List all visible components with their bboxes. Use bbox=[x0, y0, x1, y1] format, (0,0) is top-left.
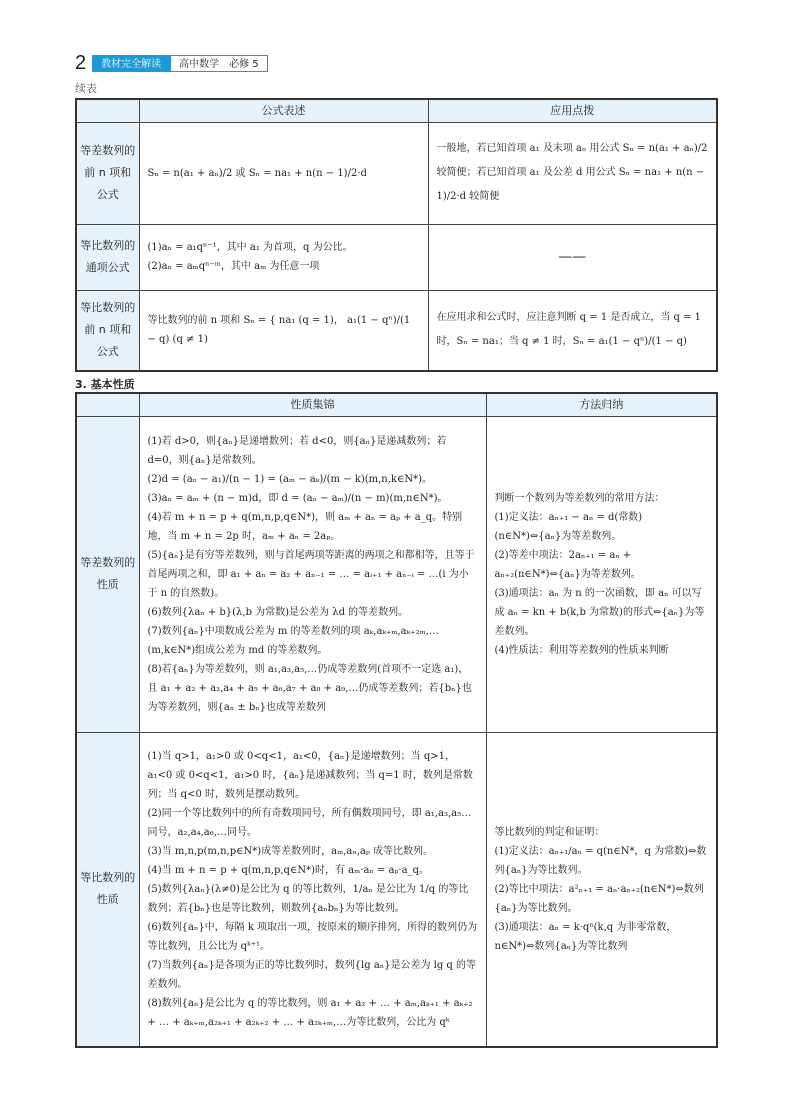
property-item: (3)aₙ = aₘ + (n − m)d，即 d = (aₙ − aₘ)/(n − m)(m,n∈N*)。 bbox=[147, 492, 448, 504]
method-item: 判断一个数列为等差数列的常用方法： bbox=[494, 492, 665, 504]
section-title: 3. 基本性质 bbox=[75, 378, 135, 391]
row-label: 等比数列的性质 bbox=[76, 732, 139, 1047]
property-item: (8)若{aₙ}为等差数列，则 a₁,a₃,a₅,…仍成等差数列(首项不一定选 a₁)，且 a₁ + a₂ + a₃,a₄ + a₅ + a₆,a₇ + a₈ + a₉,…仍成等差数列；若{bₙ}也为等差数列，则{aₙ ± bₙ}也成等差数列 bbox=[147, 663, 472, 713]
header-formula: 公式表述 bbox=[139, 99, 428, 122]
table-row bbox=[76, 416, 717, 732]
header-blank bbox=[76, 393, 139, 416]
formula-table bbox=[75, 98, 718, 372]
row-label: 等差数列的性质 bbox=[76, 416, 139, 732]
page-header bbox=[75, 52, 268, 75]
property-item: (8)数列{aₙ}是公比为 q 的等比数列，则 a₁ + a₂ + … + aₘ,aₖ₊₁ + aₖ₊₂ + … + aₖ₊ₘ,a₂ₖ₊₁ + a₂ₖ₊₂ + … + a₂ₖ₊ₘ,…为等比数列，公比为 qᵏ bbox=[147, 997, 473, 1028]
property-item: (4)若 m + n = p + q(m,n,p,q∈N*)，则 aₘ + aₙ = aₚ + a_q。特别地，当 m + n = 2p 时，aₘ + aₙ = 2aₚ。 bbox=[147, 511, 463, 542]
method-item: (2)等比中项法：a²ₙ₊₁ = aₙ·aₙ₊₂(n∈N*)⇔数列{aₙ}为等比数列。 bbox=[494, 883, 704, 914]
property-item: (1)当 q>1，a₁>0 或 0<q<1，a₁<0，{aₙ}是递增数列；当 q>1，a₁<0 或 0<q<1，a₁>0 时，{aₙ}是递减数列；当 q=1 时，数列是常数列；当 q<0 时，数列是摆动数列。 bbox=[147, 750, 473, 800]
table-row bbox=[76, 224, 717, 290]
header-properties: 性质集锦 bbox=[139, 393, 486, 416]
series-label: 教材完全解读 bbox=[92, 55, 170, 72]
method-item: (1)定义法：aₙ₊₁/aₙ = q(n∈N*，q 为常数)⇔数列{aₙ}为等比数列。 bbox=[494, 845, 707, 876]
property-item: (1)若 d>0，则{aₙ}是递增数列；若 d<0，则{aₙ}是递减数列；若 d=0，则{aₙ}是常数列。 bbox=[147, 435, 447, 466]
method-item: 等比数列的判定和证明： bbox=[494, 826, 605, 838]
row-label: 等差数列的前 n 项和公式 bbox=[76, 122, 139, 224]
property-item: (4)当 m + n = p + q(m,n,p,q∈N*)时，有 aₘ·aₙ = aₚ·a_q。 bbox=[147, 864, 429, 876]
property-item: (2)d = (aₙ − a₁)/(n − 1) = (aₘ − aₖ)/(m − k)(m,n,k∈N*)。 bbox=[147, 473, 433, 485]
method-item: (2)等差中项法：2aₙ₊₁ = aₙ + aₙ₊₂(n∈N*)⇔{aₙ}为等差数列。 bbox=[494, 549, 641, 580]
method-item: (3)通项法：aₙ 为 n 的一次函数，即 aₙ 可以写成 aₙ = kn + b(k,b 为常数)的形式⇔{aₙ}为等差数列。 bbox=[494, 587, 705, 637]
row-label: 等比数列的通项公式 bbox=[76, 224, 139, 290]
formula-text: (2)aₙ = aₘqⁿ⁻ᵐ，其中 aₘ 为任意一项 bbox=[147, 261, 320, 272]
property-item: (5)数列{λaₙ}(λ≠0)是公比为 q 的等比数列，1/aₙ 是公比为 1/q 的等比数列；若{bₙ}也是等比数列，则数列{aₙbₙ}为等比数列。 bbox=[147, 883, 469, 914]
table-row bbox=[76, 732, 717, 1047]
property-item: (2)同一个等比数列中的所有奇数项同号，所有偶数项同号，即 a₁,a₃,a₅…同号，a₂,a₄,a₆,…同号。 bbox=[147, 807, 472, 838]
tip-text: 一般地，若已知首项 a₁ 及末项 aₙ 用公式 Sₙ = n(a₁ + aₙ)/2 较简便；若已知首项 a₁ 及公差 d 用公式 Sₙ = na₁ + n(n − 1)/2·d 较简便 bbox=[436, 143, 708, 202]
tip-text: 在应用求和公式时，应注意判断 q = 1 是否成立，当 q = 1 时，Sₙ = na₁；当 q ≠ 1 时，Sₙ = a₁(1 − qⁿ)/(1 − q) bbox=[436, 312, 702, 348]
table-row bbox=[76, 122, 717, 224]
properties-table bbox=[75, 392, 718, 1048]
header-tips: 应用点拨 bbox=[428, 99, 717, 122]
method-item: (1)定义法：aₙ₊₁ − aₙ = d(常数)(n∈N*)⇔{aₙ}为等差数列。 bbox=[494, 511, 643, 542]
continued-label: 续表 bbox=[75, 82, 97, 95]
property-item: (7)数列{aₙ}中项数成公差为 m 的等差数列的项 aₖ,aₖ₊ₘ,aₖ₊₂ₘ,…(m,k∈N*)组成公差为 md 的等差数列。 bbox=[147, 625, 439, 656]
property-item: (3)当 m,n,p(m,n,p∈N*)成等差数列时，aₘ,aₙ,aₚ 成等比数列。 bbox=[147, 845, 434, 857]
property-item: (6)数列{λaₙ + b}(λ,b 为常数)是公差为 λd 的等差数列。 bbox=[147, 606, 409, 618]
formula-text: 等比数列的前 n 项和 Sₙ = { na₁ (q = 1)， a₁(1 − qⁿ)/(1 − q) (q ≠ 1) bbox=[147, 315, 411, 346]
method-item: (3)通项法：aₙ = k·qⁿ(k,q 为非零常数，n∈N*)⇔数列{aₙ}为等比数列 bbox=[494, 921, 677, 952]
header-blank bbox=[76, 99, 139, 122]
table-row bbox=[76, 290, 717, 371]
formula-text: (1)aₙ = a₁qⁿ⁻¹，其中 a₁ 为首项，q 为公比。 bbox=[147, 242, 353, 253]
property-item: (6)数列{aₙ}中，每隔 k 项取出一项，按原来的顺序排列，所得的数列仍为等比数列，且公比为 qᵏ⁺¹。 bbox=[147, 921, 478, 952]
formula-text: Sₙ = n(a₁ + aₙ)/2 或 Sₙ = na₁ + n(n − 1)/2·d bbox=[147, 167, 367, 179]
subject-label: 高中数学 必修 5 bbox=[170, 55, 268, 72]
tip-text: —— bbox=[558, 248, 587, 265]
header-methods: 方法归纳 bbox=[486, 393, 717, 416]
page-number: 2 bbox=[75, 52, 87, 74]
property-item: (5){aₙ}是有穷等差数列，则与首尾两项等距离的两项之和都相等，且等于首尾两项之和，即 a₁ + aₙ = a₂ + aₙ₋₁ = … = aᵢ₊₁ + aₙ₋ᵢ = …(i 为小于 n 的自然数)。 bbox=[147, 549, 475, 599]
method-item: (4)性质法：利用等差数列的性质来判断 bbox=[494, 644, 669, 656]
row-label: 等比数列的前 n 项和公式 bbox=[76, 290, 139, 371]
property-item: (7)当数列{aₙ}是各项为正的等比数列时，数列{lg aₙ}是公差为 lg q 的等差数列。 bbox=[147, 959, 477, 990]
